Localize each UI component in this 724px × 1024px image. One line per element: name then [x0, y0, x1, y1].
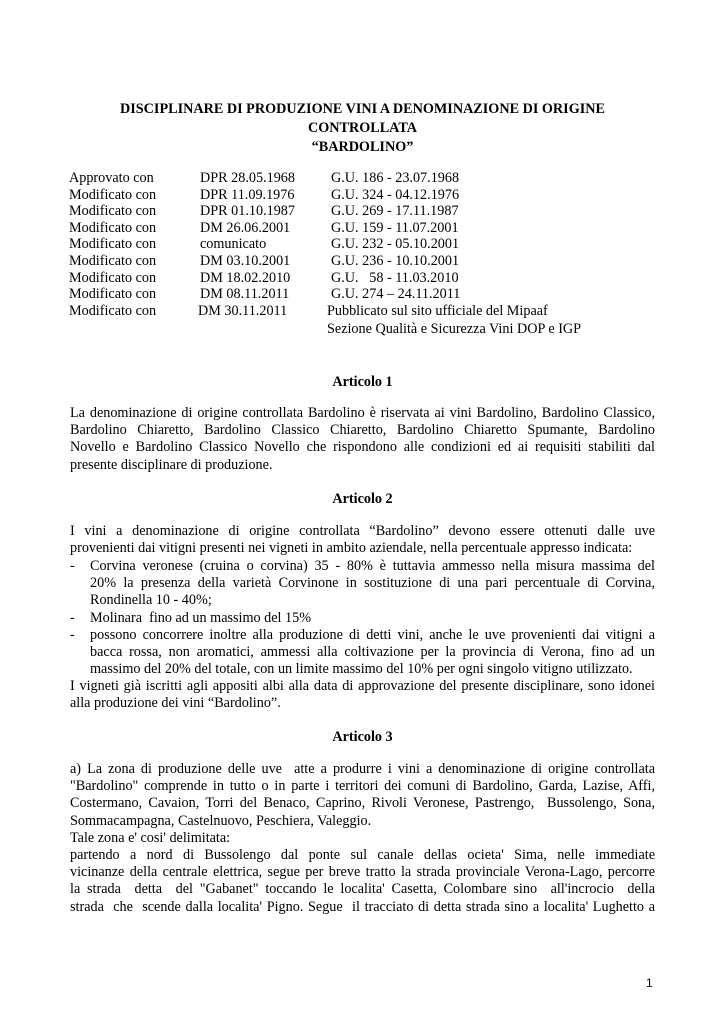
article-3-line: Tale zona e' cosi' delimitata: — [70, 829, 231, 846]
bullet-line: Rondinella 10 - 40%; — [90, 592, 212, 609]
approval-row — [69, 220, 669, 237]
approval-decree: DM 08.11.2011 — [200, 286, 290, 303]
approval-row — [69, 236, 669, 253]
title-line-2: CONTROLLATA — [307, 120, 418, 136]
approval-gazette: G.U. 269 - 17.11.1987 — [331, 203, 459, 220]
bullet-line: Molinara fino ad un massimo del 15% — [90, 610, 312, 626]
approval-action: Modificato con — [69, 302, 157, 319]
approval-row — [69, 303, 669, 320]
page-number: 1 — [646, 976, 653, 990]
approval-action: Modificato con — [69, 219, 157, 236]
bullet-dash: - — [70, 558, 75, 574]
approval-action: Modificato con — [69, 203, 157, 220]
article-3-line: a) La zona di produzione delle uve atte a produrre i vini a denominazione di origine controllata — [70, 761, 655, 777]
approval-action: Modificato con — [69, 186, 157, 203]
bullet-line: massimo del 20% del totale, con un limite massimo del 10% per ogni singolo vitigno utilizzato. — [90, 661, 633, 678]
approval-decree: DM 26.06.2001 — [200, 219, 291, 236]
approval-action: Modificato con — [69, 269, 157, 286]
approval-row — [69, 253, 669, 270]
article-3-line: vicinanze della centrale elettrica, segue per breve tratto la strada provinciale Verona-Lago, percorre — [70, 864, 655, 881]
approval-decree: DM 18.02.2010 — [200, 269, 291, 286]
article-1-heading: Articolo 1 — [332, 374, 393, 390]
approval-row — [69, 203, 669, 220]
article-2-closing — [70, 678, 655, 712]
approval-decree: DPR 11.09.1976 — [200, 186, 295, 203]
approval-gazette: G.U. 232 - 05.10.2001 — [331, 236, 460, 253]
approval-gazette: G.U. 236 - 10.10.2001 — [331, 252, 460, 269]
bullet-dash: - — [70, 610, 75, 626]
article-1-body — [70, 405, 655, 474]
approval-decree: comunicato — [200, 236, 267, 253]
article-2-heading: Articolo 2 — [332, 491, 393, 507]
approval-row — [69, 170, 669, 187]
article-3-line: Costermano, Cavaion, Torri del Benaco, Caprino, Rivoli Veronese, Pastrengo, Bussolengo, Sona, — [70, 795, 655, 812]
article-3-line: partendo a nord di Bussolengo dal ponte sul canale dellas ocieta' Sima, nelle immediate — [70, 847, 655, 864]
article-1-line: Bardolino Chiaretto, Bardolino Classico Chiaretto, Bardolino Chiaretto Spumante, Bardolino — [70, 422, 655, 439]
approval-gazette: G.U. 324 - 04.12.1976 — [331, 186, 460, 203]
title-line-1: DISCIPLINARE DI PRODUZIONE VINI A DENOMINAZIONE DI ORIGINE — [120, 101, 605, 117]
list-item — [70, 610, 655, 627]
article-2-line: provenienti dai vitigni presenti nei vigneti in ambito aziendale, nella percentuale appresso indicata: — [70, 540, 633, 557]
approval-decree: DM 30.11.2011 — [198, 302, 288, 319]
article-3-line: la strada detta del "Gabanet" toccando le localita' Casetta, Colombare sino all'incrocio della — [70, 881, 655, 898]
approval-row — [69, 286, 669, 303]
bullet-dash: - — [70, 627, 75, 643]
bullet-line: possono concorrere inoltre alla produzione di detti vini, anche le uve provenienti dai vitigni a — [90, 627, 655, 643]
bullet-line: 20% la presenza della varietà Corvinone in sostituzione di una pari percentuale di Corvina, — [90, 575, 655, 592]
article-2-line: I vini a denominazione di origine controllata “Bardolino” devono essere ottenuti dalle uve — [70, 523, 655, 539]
article-1-line: La denominazione di origine controllata Bardolino è riservata ai vini Bardolino, Bardolino Classico, — [70, 405, 655, 421]
list-item — [70, 558, 655, 610]
approvals-table — [69, 170, 669, 319]
bullet-line: bacca rossa, non aromatici, ammessi alla coltivazione per la provincia di Verona, fino ad un — [90, 644, 655, 661]
article-3-line: Sommacampagna, Castelnuovo, Peschiera, Valeggio. — [70, 812, 372, 829]
article-2-intro — [70, 523, 655, 557]
approval-row — [69, 187, 669, 204]
approval-action: Modificato con — [69, 252, 157, 269]
approval-action: Modificato con — [69, 286, 157, 303]
approval-action: Modificato con — [69, 236, 157, 253]
approval-gazette: Pubblicato sul sito ufficiale del Mipaaf — [327, 302, 548, 319]
approval-row — [69, 270, 669, 287]
article-2-line: alla produzione dei vini “Bardolino”. — [70, 695, 281, 712]
approval-decree: DM 03.10.2001 — [200, 252, 291, 269]
article-3-heading: Articolo 3 — [332, 729, 393, 745]
article-3-line: strada che scende dalla localita' Pigno. Segue il tracciato di detta strada sino a localita' Lughetto a — [70, 898, 655, 915]
list-item — [70, 627, 655, 679]
article-2-line: I vigneti già iscritti agli appositi albi alla data di approvazione del presente disciplinare, sono idonei — [70, 678, 655, 694]
article-3-line: "Bardolino" comprende in tutto o in parte i territori dei comuni di Bardolino, Garda, Lazise, Affi, — [70, 778, 655, 795]
approval-decree: DPR 28.05.1968 — [200, 170, 295, 186]
article-3-body — [70, 761, 655, 916]
title-line-3: “BARDOLINO” — [311, 139, 414, 155]
document-title — [70, 100, 655, 157]
approval-gazette: G.U. 159 - 11.07.2001 — [331, 219, 459, 236]
approval-gazette: G.U. 58 - 11.03.2010 — [331, 269, 459, 286]
approval-gazette: G.U. 186 - 23.07.1968 — [331, 170, 460, 186]
article-1-line: presente disciplinare di produzione. — [70, 456, 273, 473]
approval-gazette: G.U. 274 – 24.11.2011 — [331, 286, 461, 303]
article-1-line: Novello e Bardolino Classico Novello che rispondono alle condizioni ed ai requisiti stabiliti dal — [70, 439, 655, 456]
approval-decree: DPR 01.10.1987 — [200, 203, 295, 220]
approval-action: Approvato con — [69, 170, 154, 186]
approval-note: Sezione Qualità e Sicurezza Vini DOP e IGP — [327, 321, 582, 337]
bullet-line: Corvina veronese (cruina o corvina) 35 - 80% è tuttavia ammesso nella misura massima del — [90, 558, 655, 574]
